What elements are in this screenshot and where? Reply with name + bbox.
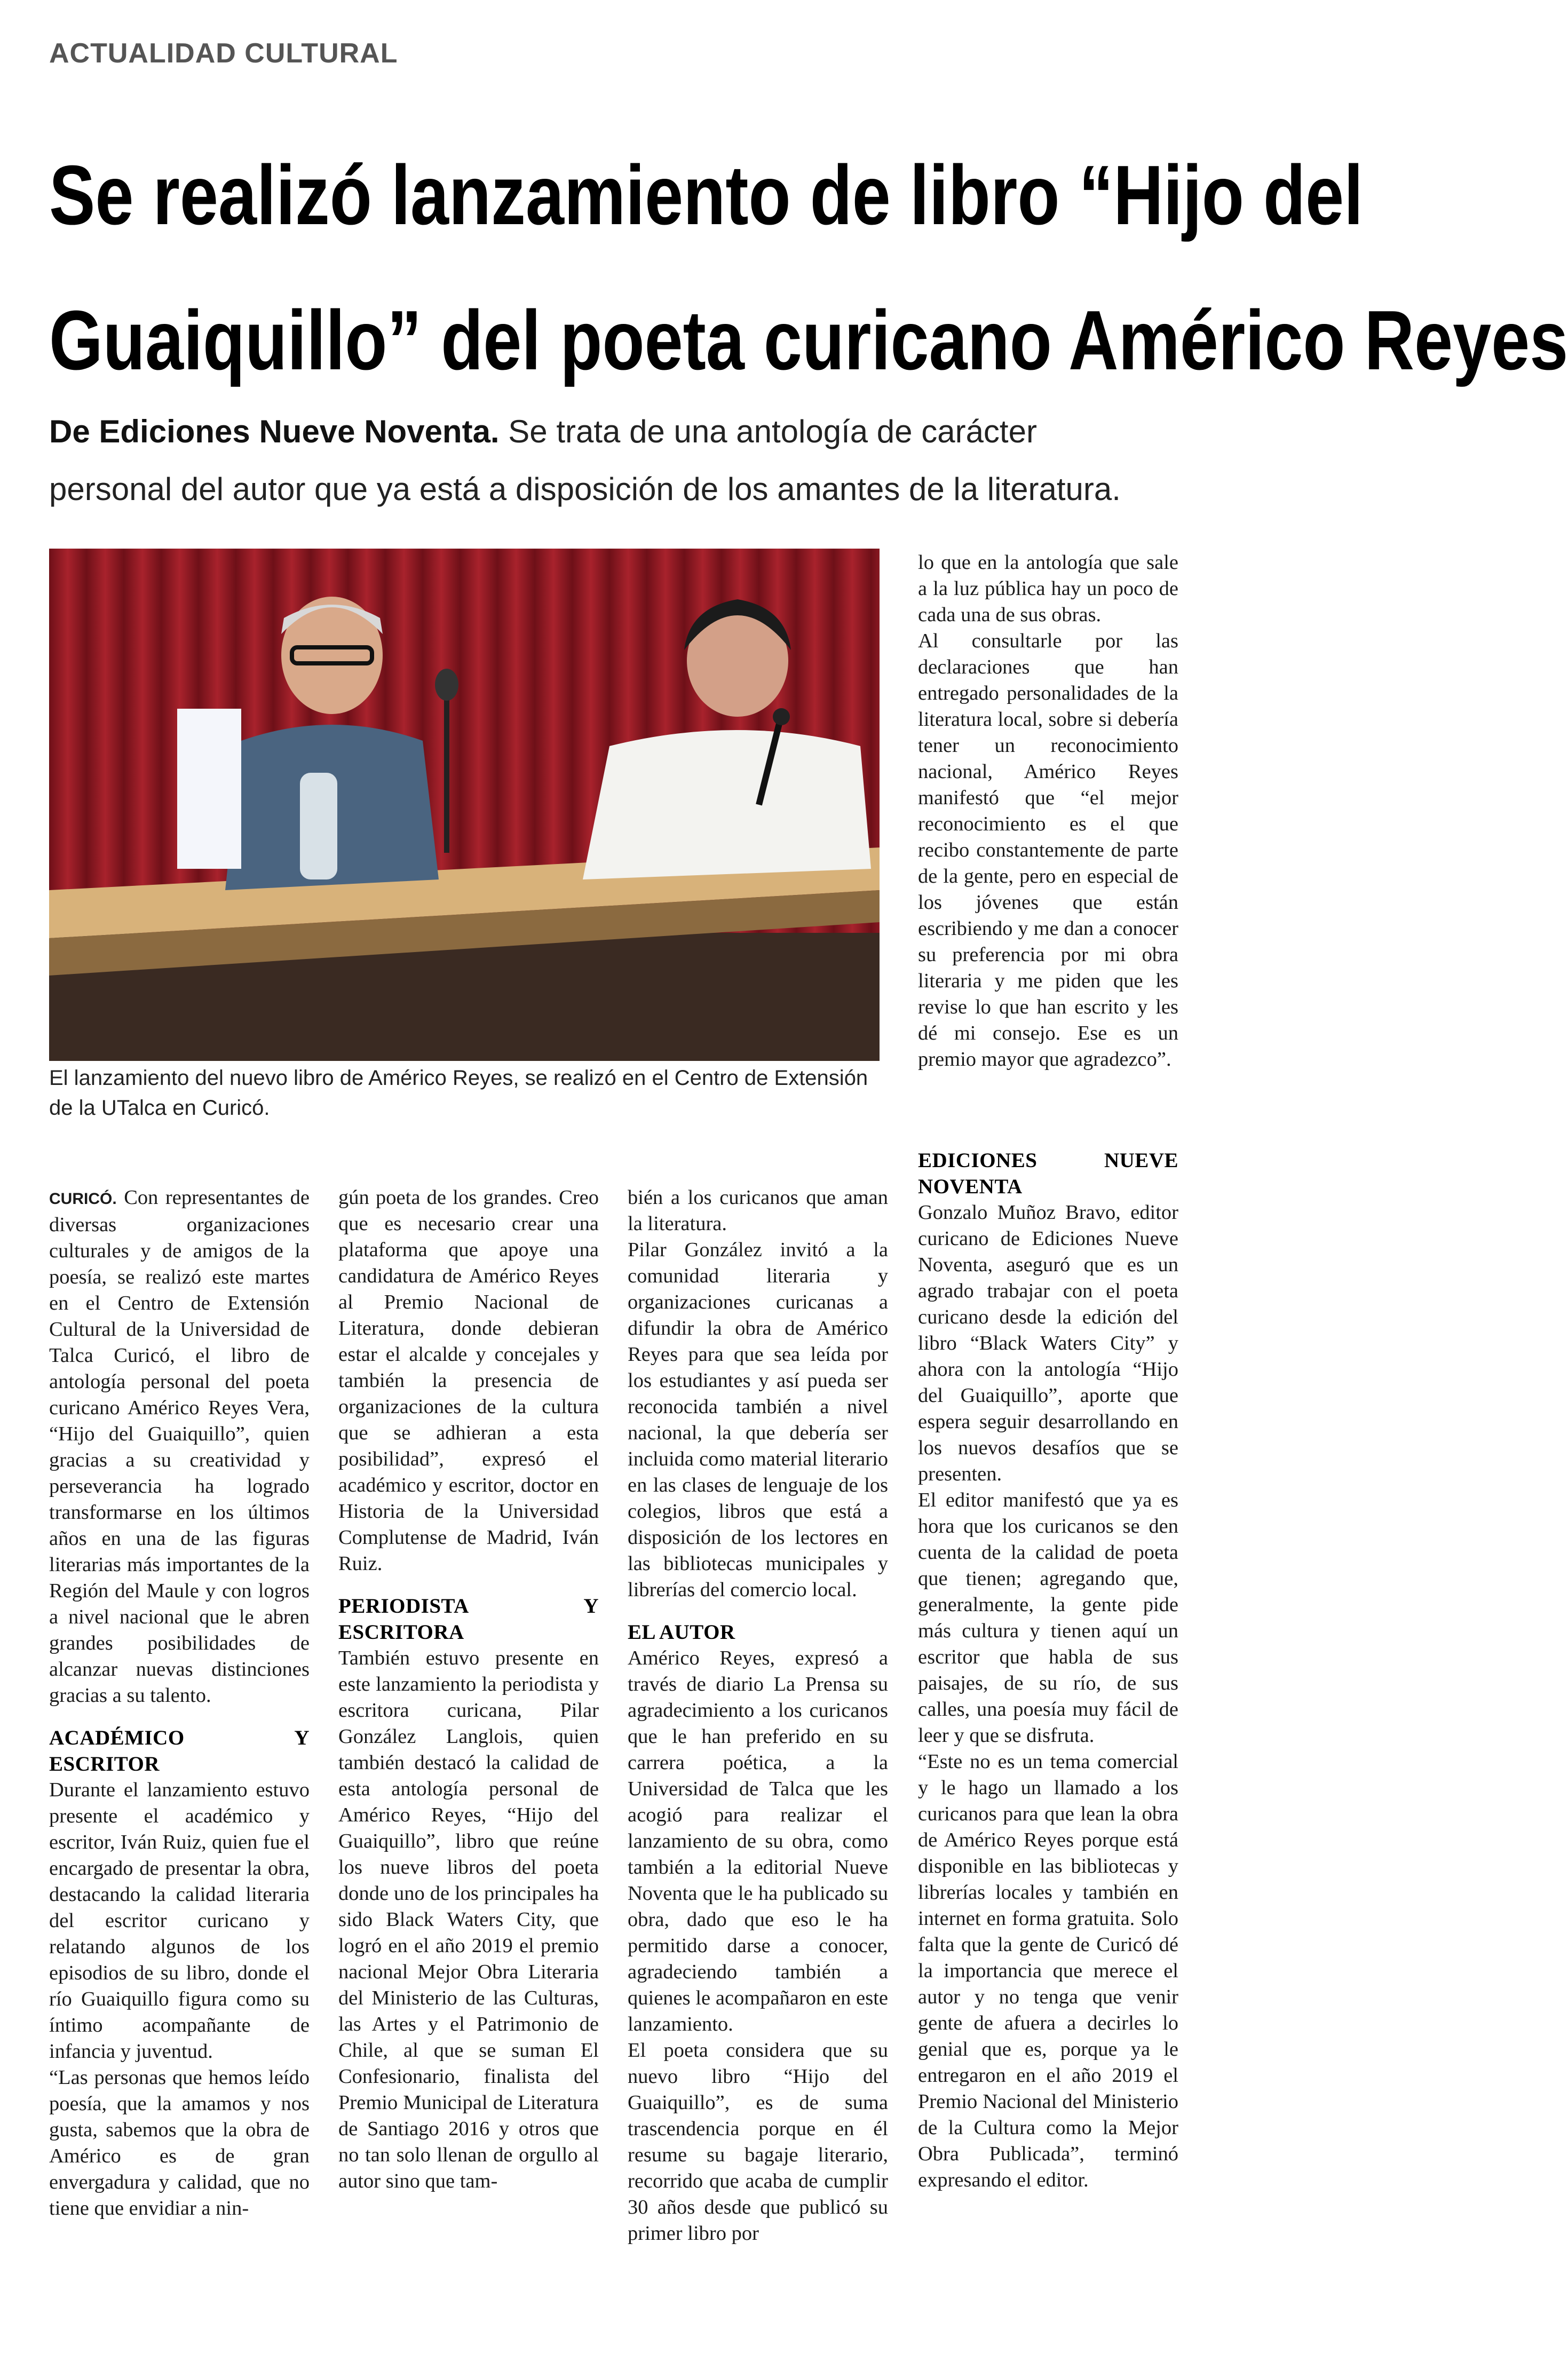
col3-paragraph-4: El poeta considera que su nuevo libro “Hijo del Guaiquillo”, es de suma trascendencia porque en él resume su bagaje literario, recorrido que acaba de cumplir 30 años desde que publicó su primer libro por [628,2039,888,2245]
subheadline [49,403,1159,518]
col3-paragraph-3: Américo Reyes, expresó a través de diario La Prensa su agradecimiento a los curicanos que le han preferido en su carrera poética, a la Universidad de Talca que les acogió para realizar el lanzamiento de su obra, como también a la editorial Nueve Noventa que le ha publicado su obra, dado que eso le ha permitido darse a conocer, agradeciendo también a quienes le acompañaron en este lanzamiento. [628,1647,888,2035]
section-label: ACTUALIDAD CULTURAL [49,38,398,69]
column-3 [628,1185,888,2247]
col3-paragraph-2: Pilar González invitó a la comunidad literaria y organizaciones curicanas a difundir la obra de Américo Reyes para que sea leída por los estudiantes y así pueda ser reconocida también a nivel nacional, la que debería ser incluida como material literario en las clases de lenguaje de los colegios, libros que está a disposición de los lectores en las bibliotecas municipales y librerías del comercio local. [628,1239,888,1601]
col4-paragraph-2: El editor manifestó que ya es hora que los curicanos se den cuenta de la calidad de poeta que tienen; agregando que, generalmente, la gente pide más cultura y tienen aquí un escritor que habla de sus paisajes, de su río, de sus calles, una poesía muy fácil de leer y que se disfruta. [918,1489,1178,1747]
headline [49,123,1568,413]
col1-paragraph-2: Durante el lanzamiento estuvo presente el académico y escritor, Iván Ruiz, quien fue el encargado de presentar la obra, destacando la calidad literaria del escritor curicano y relatando algunos de los episodios de su libro, donde el río Guaiquillo figura como su íntimo acompañante de infancia y juventud. [49,1779,310,2063]
headline-line-2: Guaiquillo” del poeta curicano Américo Reyes [49,294,1568,387]
col3-paragraph-1: bién a los curicanos que aman la literatura. [628,1186,888,1235]
subheading-academico: ACADÉMICO Y ESCRITOR [49,1726,310,1776]
col1-paragraph-1 [49,1185,310,1709]
subheading-el-autor: EL AUTOR [628,1621,735,1644]
subhead-text: Se trata de una antología de carácter personal del autor que ya está a disposición de los amantes de la literatura. [49,414,1121,507]
col4-paragraph-1: Gonzalo Muñoz Bravo, editor curicano de Ediciones Nueve Noventa, aseguró que es un agrado trabajar con el poeta curicano desde la edición del libro “Black Waters City” y ahora con la antología “Hijo del Guaiquillo”, aporte que espera seguir desarrollando en los nuevos desafíos que se presenten. [918,1201,1178,1485]
photo-caption: El lanzamiento del nuevo libro de Américo Reyes, se realizó en el Centro de Extensión de la UTalca en Curicó. [49,1066,868,1120]
col2-paragraph-2: También estuvo presente en este lanzamiento la periodista y escritora curicana, Pilar González Langlois, quien también destacó la calidad de esta antología personal de Américo Reyes, “Hijo del Guaiquillo”, libro que reúne los nueve libros del poeta donde uno de los principales ha sido Black Waters City, que logró en el año 2019 el premio nacional Mejor Obra Literaria del Ministerio de las Culturas, las Artes y el Patrimonio de Chile, al que se suman El Confesionario, finalista del Premio Municipal de Literatura de Santiago 2016 y otros que no tan solo llenan de orgullo al autor sino que tam- [338,1647,599,2192]
col4top-paragraph-1: lo que en la antología que sale a la luz pública hay un poco de cada una de sus obras. [918,551,1178,626]
subhead-lead: De Ediciones Nueve Noventa. [49,414,500,449]
headline-line-1: Se realizó lanzamiento de libro “Hijo del [49,148,1364,242]
col1-paragraph-3: “Las personas que hemos leído poesía, que la amamos y nos gusta, sabemos que la obra de Américo es de gran envergadura y calidad, que no tiene que envidiar a nin- [49,2066,310,2220]
column-1 [49,1185,310,2222]
col4top-paragraph-2: Al consultarle por las declaraciones que han entregado personalidades de la literatura local, sobre si debería tener un reconocimiento nacional, Américo Reyes manifestó que “el mejor reconocimiento es el que recibo constantemente de parte de la gente, pero en especial de los jóvenes que están escribiendo y me dan a conocer su preferencia por mi obra literaria y me piden que les revise lo que han escrito y les dé mi consejo. Ese es un premio mayor que agradezco”. [918,630,1178,1071]
col1-paragraph-1-text: Con representantes de diversas organizaciones culturales y de amigos de la poesía, se realizó este martes en el Centro de Extensión Cultural de la Universidad de Talca Curicó, el libro de antología personal del poeta curicano Américo Reyes Vera, “Hijo del Guaiquillo”, quien gracias a su creatividad y perseverancia ha logrado transformarse en los últimos años en una de las figuras literarias más importantes de la Región del Maule y con logros a nivel nacional que le abren grandes posibilidades de alcanzar nuevas distinciones gracias a su talento. [49,1186,310,1707]
column-4-top [918,550,1178,1073]
subheading-periodista: PERIODISTA Y ESCRITORA [338,1595,599,1644]
column-4 [918,1147,1178,2193]
col4-paragraph-3: “Este no es un tema comercial y le hago un llamado a los curicanos para que lean la obra de Américo Reyes porque está disponible en las bibliotecas y librerías locales y también en internet en forma gratuita. Solo falta que la gente de Curicó dé la importancia que merece el autor y no tenga que venir gente de afuera a decirles lo genial que es, porque ya le entregaron en el año 2019 el Premio Nacional del Ministerio de la Cultura como la Mejor Obra Publicada”, terminó expresando el editor. [918,1750,1178,2191]
photo-illustration [49,549,880,1061]
event-photo [49,549,880,1061]
dateline: CURICÓ. [49,1190,117,1208]
column-2 [338,1185,599,2194]
subheading-ediciones: EDICIONES NUEVE NOVENTA [918,1149,1178,1198]
col2-paragraph-1: gún poeta de los grandes. Creo que es necesario crear una plataforma que apoye una candidatura de Américo Reyes al Premio Nacional de Literatura, donde debieran estar el alcalde y concejales y también la presencia de organizaciones de la cultura que se adhieran a esta posibilidad”, expresó el académico y escritor, doctor en Historia de la Universidad Complutense de Madrid, Iván Ruiz. [338,1186,599,1575]
